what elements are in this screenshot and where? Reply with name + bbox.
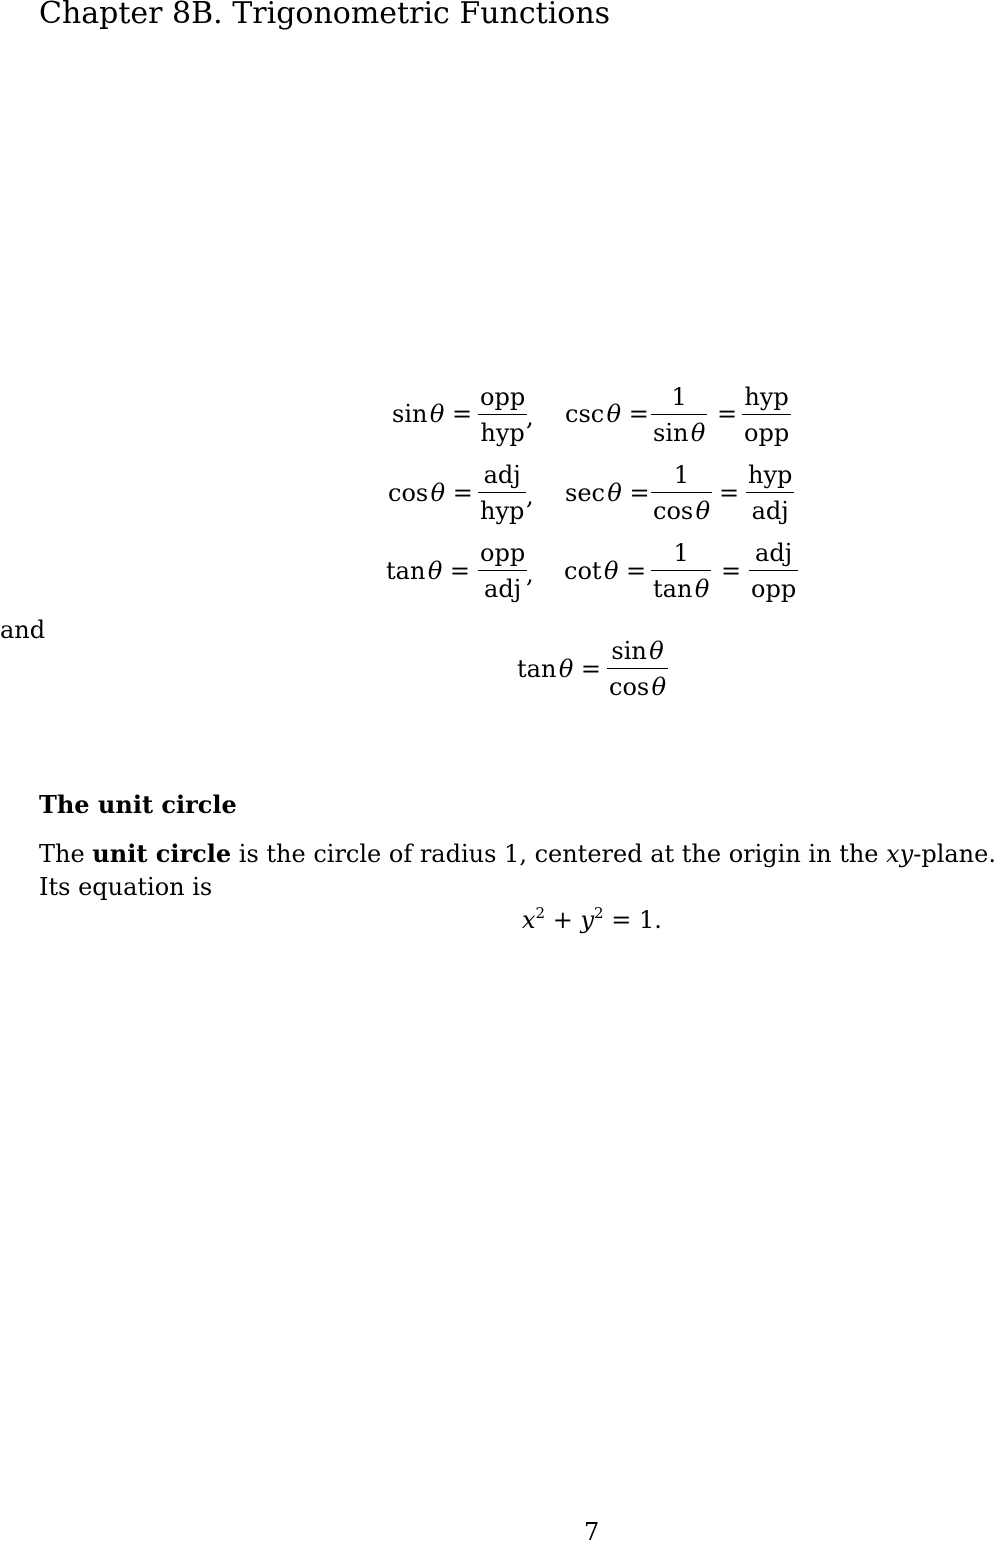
sin-label: sin [392, 400, 428, 428]
cot-reciprocal-fraction [651, 541, 711, 601]
fraction-bar [651, 570, 711, 571]
fraction-bar [478, 414, 527, 415]
math-variable: y [580, 906, 595, 934]
exponent: 2 [535, 904, 546, 922]
tan-label: tan [386, 557, 426, 585]
exponent: 2 [594, 904, 604, 922]
cot-lhs [564, 559, 646, 583]
paragraph-line-1 [39, 839, 996, 868]
comma: , [526, 560, 534, 588]
fraction-denominator: cos θ [653, 497, 711, 525]
fraction-denominator: sin θ [653, 419, 706, 447]
unit-circle-equation [522, 904, 662, 934]
bold-term: unit circle [92, 839, 232, 868]
fraction-denominator: tan θ [653, 575, 710, 603]
theta-symbol: θ [606, 400, 622, 428]
fraction-numerator: hyp [744, 383, 789, 411]
cos-ratio-fraction [478, 463, 526, 523]
page-title: Chapter 8B. Trigonometric Functions [39, 0, 611, 31]
fraction-bar [651, 414, 707, 415]
fraction-numerator: 1 [673, 539, 689, 567]
cot-ratio-fraction [749, 541, 798, 601]
sin-lhs [392, 402, 472, 426]
theta-symbol: θ [429, 400, 445, 428]
sec-reciprocal-fraction [651, 463, 712, 523]
sec-lhs [565, 481, 650, 505]
theta-symbol: θ [427, 557, 443, 585]
paragraph-line-2: Its equation is [39, 873, 213, 901]
fraction-numerator: opp [480, 539, 526, 567]
text-run: is the circle of radius 1, centered at the origin in the [231, 840, 887, 868]
equals-sign: = [449, 557, 471, 585]
fraction-bar [746, 492, 794, 493]
equals-sign: = [626, 557, 647, 585]
fraction-numerator: opp [480, 383, 526, 411]
fraction-numerator: hyp [748, 461, 793, 489]
text-run: -plane. [913, 840, 996, 868]
math-variable: x [522, 906, 536, 934]
csc-ratio-fraction [742, 385, 791, 445]
theta-symbol: θ [607, 479, 622, 507]
fraction-bar [607, 668, 668, 669]
cot-label: cot [564, 557, 602, 585]
fraction-bar [478, 570, 527, 571]
fraction-denominator: hyp [480, 497, 525, 525]
tan-ratio-fraction [478, 541, 527, 601]
sec-label: sec [565, 479, 605, 507]
text-run: The [39, 840, 93, 868]
fraction-bar [749, 570, 798, 571]
theta-symbol: θ [603, 557, 619, 585]
cos-label: cos [388, 479, 429, 507]
fraction-bar [478, 492, 526, 493]
cos-lhs [388, 481, 473, 505]
equals-sign: = [717, 400, 738, 428]
csc-label: csc [565, 400, 605, 428]
and-label: and [0, 616, 46, 644]
comma: , [526, 482, 534, 510]
fraction-bar [742, 414, 791, 415]
fraction-numerator: adj [483, 461, 521, 489]
section-heading: The unit circle [39, 790, 237, 819]
theta-symbol: θ [558, 655, 574, 683]
fraction-denominator: opp [751, 575, 797, 603]
equals-sign: = [629, 479, 650, 507]
fraction-denominator: adj [751, 497, 789, 525]
equals-sign: = [721, 557, 742, 585]
math-variable: xy [886, 840, 914, 868]
fraction-denominator: adj [484, 575, 522, 603]
tan-identity-lhs [517, 657, 601, 681]
fraction-numerator: sin θ [611, 637, 664, 665]
tan-identity-fraction [607, 639, 668, 699]
fraction-denominator: hyp [480, 419, 525, 447]
tan-label: tan [517, 655, 557, 683]
sin-ratio-fraction [478, 385, 527, 445]
comma: , [526, 403, 534, 431]
csc-lhs [565, 402, 649, 426]
fraction-numerator: 1 [671, 383, 687, 411]
equals-sign: = [628, 400, 649, 428]
plus-sign: + [545, 906, 581, 934]
fraction-numerator: adj [755, 539, 793, 567]
equals-sign: = [719, 479, 740, 507]
fraction-bar [651, 492, 712, 493]
theta-symbol: θ [430, 479, 446, 507]
page-number: 7 [584, 1518, 600, 1546]
tan-lhs [386, 559, 470, 583]
csc-reciprocal-fraction [651, 385, 707, 445]
fraction-denominator: opp [744, 419, 790, 447]
sec-ratio-fraction [746, 463, 794, 523]
fraction-numerator: 1 [673, 461, 690, 489]
equation-rhs: = 1. [603, 906, 662, 934]
equals-sign: = [452, 479, 473, 507]
fraction-denominator: cos θ [609, 673, 667, 701]
equals-sign: = [451, 400, 473, 428]
equals-sign: = [580, 655, 602, 683]
